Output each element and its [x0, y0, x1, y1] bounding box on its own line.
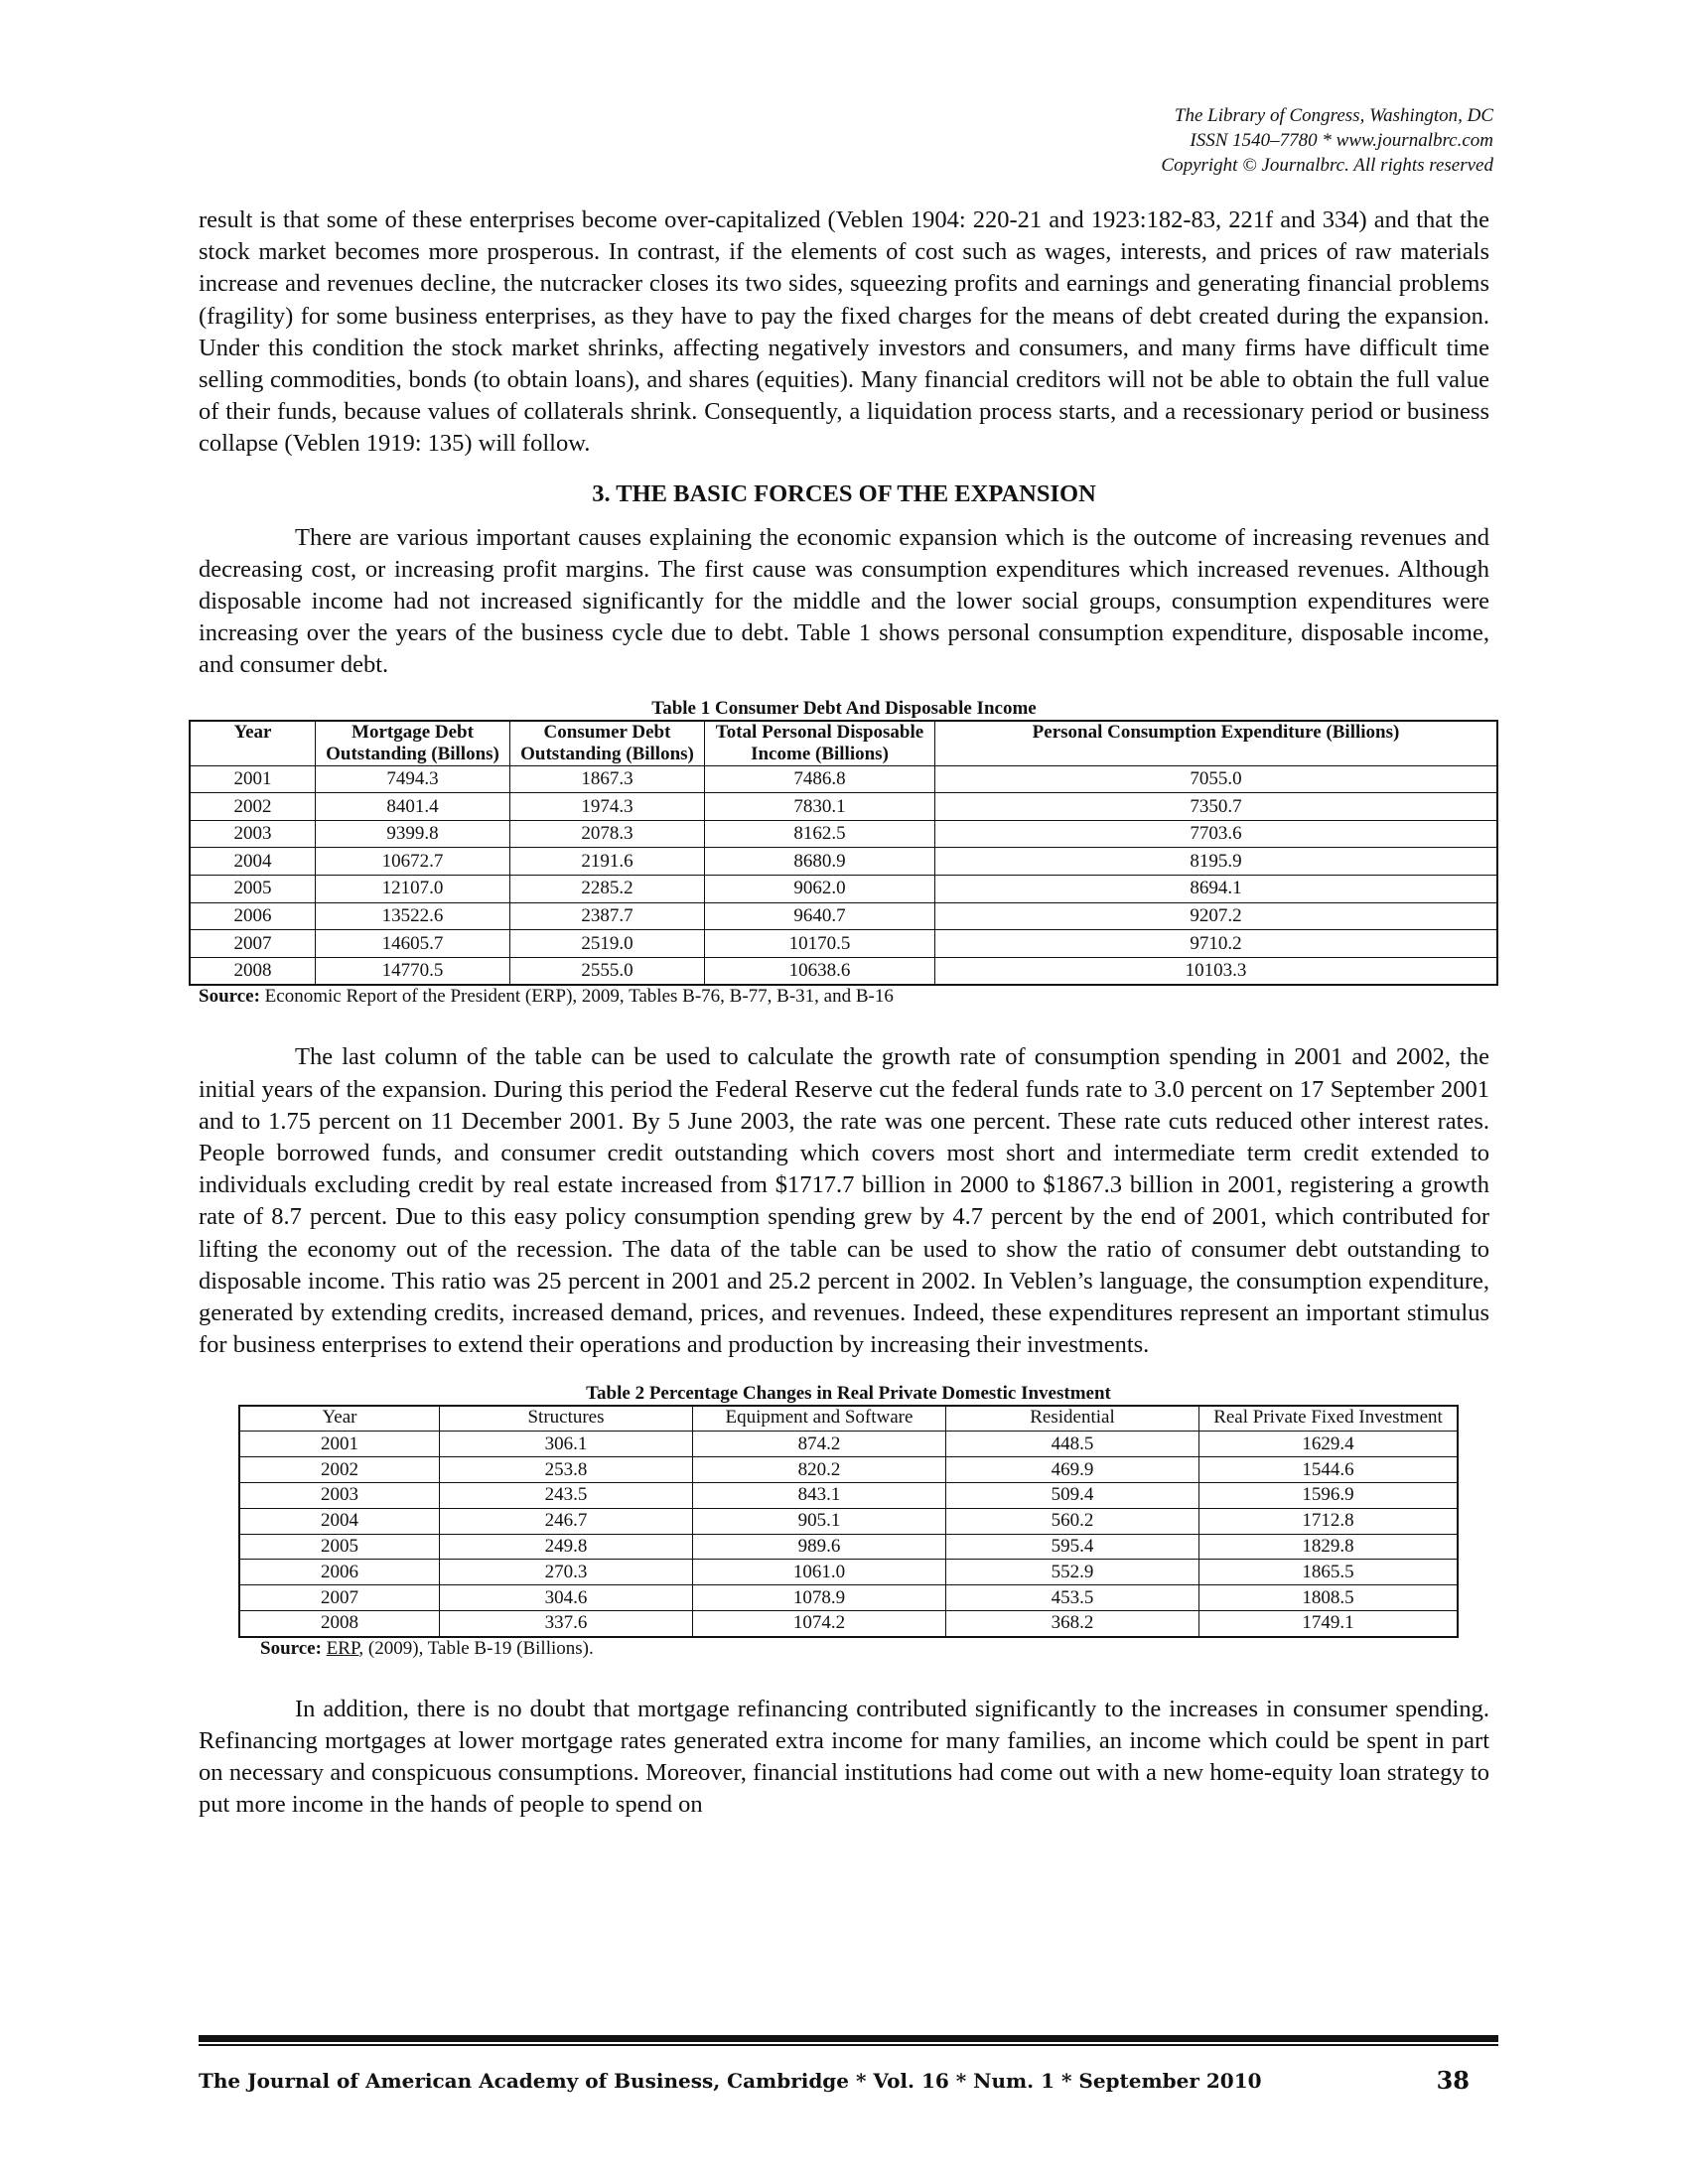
table-2-cell: 1808.5 — [1199, 1585, 1459, 1611]
table-1-row — [190, 957, 1497, 985]
table-1-row — [190, 848, 1497, 876]
table-2-cell: 2002 — [239, 1457, 440, 1483]
table-1-title: Table 1 Consumer Debt And Disposable Income — [651, 697, 1037, 719]
table-1-cell: 14605.7 — [316, 930, 510, 958]
table-2-cell: 1078.9 — [693, 1585, 946, 1611]
table-2-header-residential: Residential — [946, 1406, 1199, 1432]
footer-rule-thick — [199, 2035, 1498, 2042]
table-1-cell: 7494.3 — [316, 765, 510, 793]
table-2-source — [260, 1638, 1489, 1660]
running-header — [798, 103, 1493, 178]
table-2-row — [239, 1508, 1458, 1534]
table-1-row — [190, 876, 1497, 903]
table-2-row — [239, 1611, 1458, 1637]
table-2-row — [239, 1534, 1458, 1560]
table-1-header-row — [190, 721, 1497, 766]
table-2 — [238, 1405, 1459, 1637]
table-1-cell: 10638.6 — [705, 957, 935, 985]
table-1-source — [199, 986, 1489, 1008]
table-1-cell: 9062.0 — [705, 876, 935, 903]
section-heading: 3. THE BASIC FORCES OF THE EXPANSION — [592, 479, 1096, 507]
table-2-cell: 1061.0 — [693, 1560, 946, 1585]
table-2-header-equipment: Equipment and Software — [693, 1406, 946, 1432]
table-1-cell: 2555.0 — [510, 957, 705, 985]
table-2-cell: 1865.5 — [1199, 1560, 1459, 1585]
table-1-cell: 2078.3 — [510, 820, 705, 848]
table-1-row — [190, 765, 1497, 793]
table-2-cell: 304.6 — [440, 1585, 693, 1611]
table-2-cell: 1829.8 — [1199, 1534, 1459, 1560]
table-1-cell: 14770.5 — [316, 957, 510, 985]
table-1-cell: 2003 — [190, 820, 316, 848]
table-1-cell: 2005 — [190, 876, 316, 903]
header-line-1: The Library of Congress, Washington, DC — [1174, 105, 1493, 126]
table-2-cell: 306.1 — [440, 1432, 693, 1457]
table-1-cell: 10672.7 — [316, 848, 510, 876]
table-2-cell: 1074.2 — [693, 1611, 946, 1637]
table-2-source-text: , (2009), Table B-19 (Billions). — [358, 1637, 594, 1659]
paragraph-2: There are various important causes explaining the economic expansion which is the outcome of increasing revenues and decreasing cost, or increasing profit margins. The first cause was consumption expenditures which increased revenues. Although disposable income had not increased significantly for the middle and the lower social groups, consumption expenditures were increasing over the years of the business cycle due to debt. Table 1 shows personal consumption expenditure, disposable income, and consumer debt. — [199, 523, 1489, 679]
table-2-cell: 2008 — [239, 1611, 440, 1637]
table-1-cell: 2006 — [190, 902, 316, 930]
table-1-cell: 2001 — [190, 765, 316, 793]
footer-journal: The Journal of American Academy of Business, Cambridge * Vol. 16 * Num. 1 * September 2010 — [199, 2069, 1262, 2093]
table-2-header-structures: Structures — [440, 1406, 693, 1432]
table-2-row — [239, 1483, 1458, 1509]
table-1-cell: 9710.2 — [935, 930, 1498, 958]
table-1-row — [190, 820, 1497, 848]
table-1-cell: 1974.3 — [510, 793, 705, 821]
table-1-row — [190, 930, 1497, 958]
table-1-cell: 9399.8 — [316, 820, 510, 848]
table-1-cell: 7486.8 — [705, 765, 935, 793]
table-2-row — [239, 1432, 1458, 1457]
table-2-cell: 2005 — [239, 1534, 440, 1560]
table-2-cell: 595.4 — [946, 1534, 1199, 1560]
table-2-cell: 246.7 — [440, 1508, 693, 1534]
running-footer — [199, 2067, 1470, 2095]
table-2-cell: 843.1 — [693, 1483, 946, 1509]
table-1-cell: 8162.5 — [705, 820, 935, 848]
table-2-cell: 1544.6 — [1199, 1457, 1459, 1483]
table-1-cell: 13522.6 — [316, 902, 510, 930]
table-2-cell: 989.6 — [693, 1534, 946, 1560]
table-2-cell: 249.8 — [440, 1534, 693, 1560]
table-2-cell: 368.2 — [946, 1611, 1199, 1637]
table-2-cell: 1749.1 — [1199, 1611, 1459, 1637]
table-1-cell: 8195.9 — [935, 848, 1498, 876]
table-1-source-text: Economic Report of the President (ERP), 2009, Tables B-76, B-77, B-31, and B-16 — [264, 986, 894, 1008]
table-1-cell: 2007 — [190, 930, 316, 958]
table-2-cell: 453.5 — [946, 1585, 1199, 1611]
table-2-cell: 2004 — [239, 1508, 440, 1534]
table-2-header-fixed-investment: Real Private Fixed Investment — [1199, 1406, 1459, 1432]
table-2-cell: 552.9 — [946, 1560, 1199, 1585]
table-1-cell: 2004 — [190, 848, 316, 876]
table-1-header-consumer-debt: Consumer Debt Outstanding (Billons) — [510, 721, 705, 766]
table-2-cell: 2006 — [239, 1560, 440, 1585]
table-2-title: Table 2 Percentage Changes in Real Private Domestic Investment — [586, 1383, 1111, 1405]
header-line-3: Copyright © Journalbrc. All rights reserved — [1161, 155, 1493, 176]
table-2-cell: 874.2 — [693, 1432, 946, 1457]
table-2-cell: 270.3 — [440, 1560, 693, 1585]
table-2-cell: 448.5 — [946, 1432, 1199, 1457]
table-1-cell: 1867.3 — [510, 765, 705, 793]
table-2-source-label: Source: — [260, 1637, 322, 1659]
table-2-source-link[interactable]: ERP — [326, 1637, 359, 1659]
table-2-row — [239, 1560, 1458, 1585]
table-1-cell: 7055.0 — [935, 765, 1498, 793]
table-1-cell: 9640.7 — [705, 902, 935, 930]
table-2-cell: 1712.8 — [1199, 1508, 1459, 1534]
table-2-row — [239, 1585, 1458, 1611]
table-1-cell: 8680.9 — [705, 848, 935, 876]
table-1-cell: 2285.2 — [510, 876, 705, 903]
table-2-cell: 253.8 — [440, 1457, 693, 1483]
table-1-row — [190, 793, 1497, 821]
paragraph-1: result is that some of these enterprises become over-capitalized (Veblen 1904: 220-21 and 1923:182-83, 221f and 334) and that the stock market becomes more prosperous. In contrast, if the elements of cost such as wages, interests, and prices of raw materials increase and revenues decline, the nutcracker closes its two sides, squeezing profits and earnings and generating financial problems (fragility) for some business enterprises, as they have to pay the fixed charges for the means of debt created during the expansion. Under this condition the stock market shrinks, affecting negatively investors and consumers, and many firms have difficult time selling commodities, bonds (to obtain loans), and shares (equities). Many financial creditors will not be able to obtain the full value of their funds, because values of collaterals shrink. Consequently, a liquidation process starts, and a recessionary period or business collapse (Veblen 1919: 135) will follow. — [199, 206, 1489, 458]
table-1-header-consumption: Personal Consumption Expenditure (Billions) — [935, 721, 1498, 766]
table-1-cell: 8694.1 — [935, 876, 1498, 903]
header-line-2: ISSN 1540–7780 * www.journalbrc.com — [1190, 130, 1493, 151]
table-1-cell: 12107.0 — [316, 876, 510, 903]
table-2-cell: 469.9 — [946, 1457, 1199, 1483]
paragraph-3: The last column of the table can be used to calculate the growth rate of consumption spending in 2001 and 2002, the initial years of the expansion. During this period the Federal Reserve cut the federal funds rate to 3.0 percent on 17 September 2001 and to 1.75 percent on 11 December 2001. By 5 June 2003, the rate was one percent. These rate cuts reduced other interest rates. People borrowed funds, and consumer credit outstanding which covers most short and intermediate term credit extended to individuals excluding credit by real estate increased from $1717.7 billion in 2000 to $1867.3 billion in 2001, registering a growth rate of 8.7 percent. Due to this easy policy consumption spending grew by 4.7 percent by the end of 2001, which contributed for lifting the economy out of the recession. The data of the table can be used to show the ratio of consumer debt outstanding to disposable income. This ratio was 25 percent in 2001 and 25.2 percent in 2002. In Veblen’s language, the consumption expenditure, generated by extending credits, increased demand, prices, and revenues. Indeed, these expenditures represent an important stimulus for business enterprises to extend their operations and production by increasing their investments. — [199, 1043, 1489, 1359]
table-1-header-income: Total Personal Disposable Income (Billions) — [705, 721, 935, 766]
table-1-cell: 10103.3 — [935, 957, 1498, 985]
table-1-cell: 7703.6 — [935, 820, 1498, 848]
table-1-cell: 2387.7 — [510, 902, 705, 930]
table-1-source-label: Source: — [199, 986, 260, 1008]
page-number: 38 — [1436, 2066, 1470, 2095]
table-2-header-year: Year — [239, 1406, 440, 1432]
table-1-cell: 7830.1 — [705, 793, 935, 821]
footer-rule-thin — [199, 2044, 1498, 2046]
table-2-cell: 1596.9 — [1199, 1483, 1459, 1509]
table-1 — [189, 720, 1498, 987]
table-2-cell: 2001 — [239, 1432, 440, 1457]
table-2-cell: 2003 — [239, 1483, 440, 1509]
paragraph-4: In addition, there is no doubt that mortgage refinancing contributed significantly to the increases in consumer spending. Refinancing mortgages at lower mortgage rates generated extra income for many families, an income which could be spent in part on necessary and conspicuous consumptions. Moreover, financial institutions had come out with a new home-equity loan strategy to put more income in the hands of people to spend on — [199, 1695, 1489, 1819]
page-content — [199, 205, 1489, 1822]
table-2-cell: 820.2 — [693, 1457, 946, 1483]
table-2-cell: 1629.4 — [1199, 1432, 1459, 1457]
table-1-cell: 2191.6 — [510, 848, 705, 876]
table-1-row — [190, 902, 1497, 930]
table-1-cell: 2002 — [190, 793, 316, 821]
table-1-header-mortgage: Mortgage Debt Outstanding (Billons) — [316, 721, 510, 766]
table-2-cell: 2007 — [239, 1585, 440, 1611]
table-2-header-row — [239, 1406, 1458, 1432]
table-1-cell: 8401.4 — [316, 793, 510, 821]
table-1-cell: 2008 — [190, 957, 316, 985]
table-2-cell: 337.6 — [440, 1611, 693, 1637]
table-1-header-year: Year — [190, 721, 316, 766]
table-1-cell: 10170.5 — [705, 930, 935, 958]
table-1-cell: 7350.7 — [935, 793, 1498, 821]
table-1-cell: 9207.2 — [935, 902, 1498, 930]
table-2-cell: 243.5 — [440, 1483, 693, 1509]
table-2-row — [239, 1457, 1458, 1483]
table-2-cell: 905.1 — [693, 1508, 946, 1534]
table-1-cell: 2519.0 — [510, 930, 705, 958]
table-2-cell: 560.2 — [946, 1508, 1199, 1534]
table-2-cell: 509.4 — [946, 1483, 1199, 1509]
